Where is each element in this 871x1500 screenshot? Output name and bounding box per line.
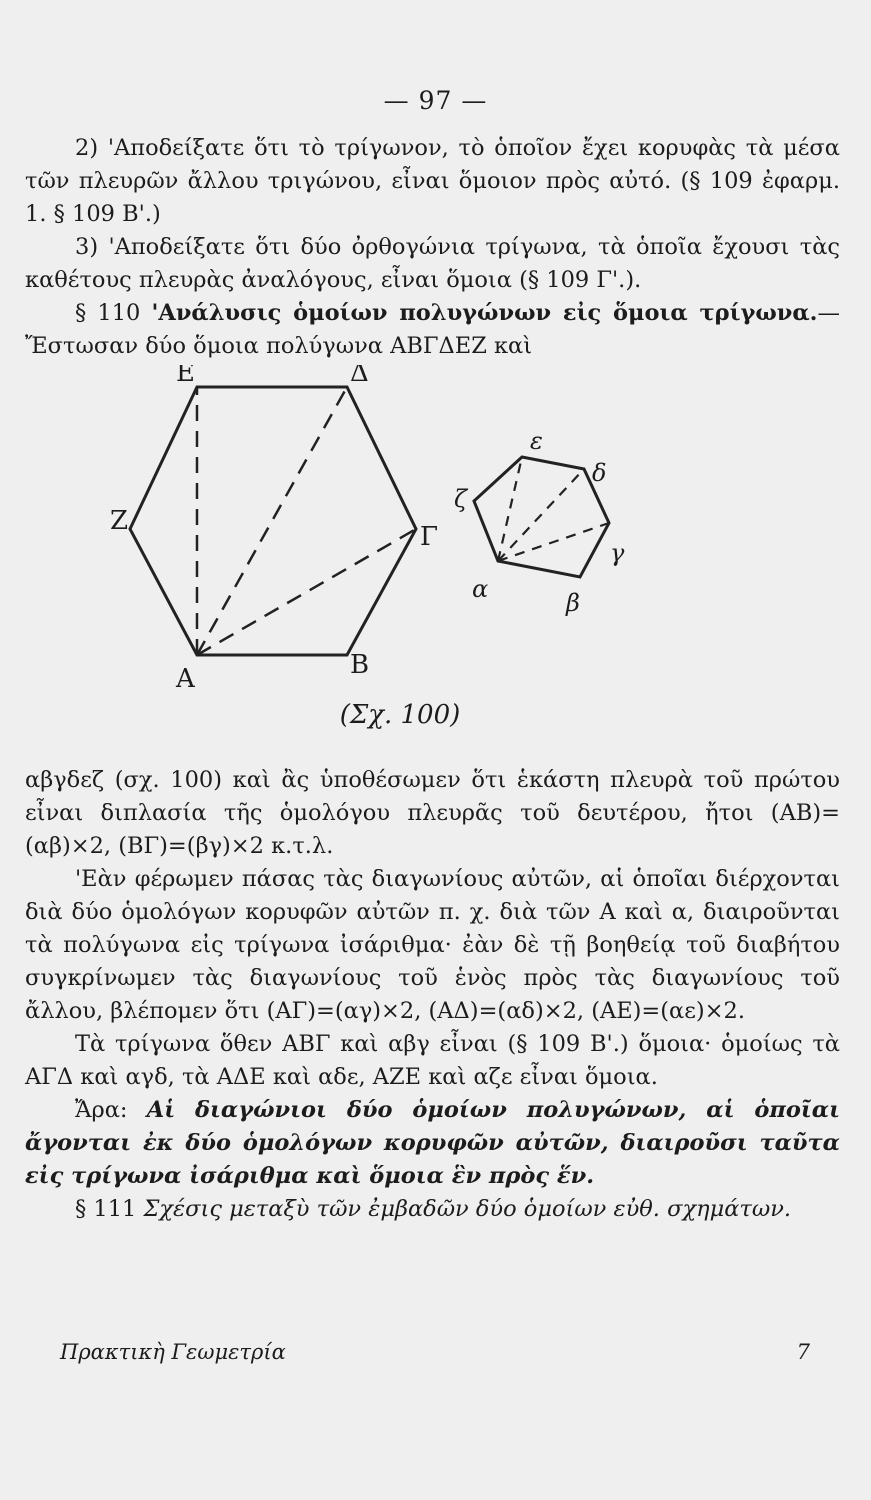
paragraph-diagonals: 'Εὰν φέρωμεν πάσας τὰς διαγωνίους αὐτῶν, αἱ ὁποῖαι διέρχονται διὰ δύο ὁμολόγων κορυφῶν αὐτῶν π. χ. διὰ τῶν Α καὶ α, διαιροῦνται τὰ πολύγωνα εἰς τρίγωνα ἰσάριθμα· ἐὰν δὲ τῇ βοηθείᾳ τοῦ διαβήτου συγκρίνωμεν τὰς διαγωνίους τοῦ ἑνὸς πρὸς τὰς διαγωνίους τοῦ ἄλλου, βλέπομεν ὅτι (ΑΓ)=(αγ)×2, (ΑΔ)=(αδ)×2, (ΑΕ)=(αε)×2. bbox=[25, 866, 840, 1024]
figure-100 bbox=[0, 365, 871, 745]
label-a: α bbox=[472, 575, 489, 603]
footer-book-title: Πρακτικὴ Γεωμετρία bbox=[60, 1340, 286, 1364]
text-block-top bbox=[25, 132, 840, 363]
label-e: ε bbox=[530, 427, 543, 455]
page-number: — 97 — bbox=[383, 86, 488, 115]
paragraph-triangles: Τὰ τρίγωνα ὅθεν ΑΒΓ καὶ αβγ εἶναι (§ 109 Β'.) ὅμοια· ὁμοίως τὰ ΑΓΔ καὶ αγδ, τὰ ΑΔΕ καὶ αδε, ΑΖΕ καὶ αζε εἶναι ὅμοια. bbox=[25, 1031, 840, 1090]
small-hexagon bbox=[474, 457, 609, 577]
label-Z: Ζ bbox=[110, 506, 129, 536]
section-111 bbox=[25, 1193, 840, 1226]
section-110-intro bbox=[25, 297, 840, 363]
label-B: Β bbox=[350, 650, 370, 680]
section-111-title: Σχέσις μεταξὺ τῶν ἐμβαδῶν δύο ὁμοίων εὐθ. σχημάτων. bbox=[143, 1196, 792, 1222]
section-111-number: § 111 bbox=[75, 1196, 137, 1222]
label-D: Δ bbox=[350, 365, 369, 388]
paragraph-similar-sides: αβγδεζ (σχ. 100) καὶ ἂς ὑποθέσωμεν ὅτι ἑκάστη πλευρὰ τοῦ πρώτου εἶναι διπλασία τῆς ὁμολόγου πλευρᾶς τοῦ δευτέρου, ἤτοι (ΑΒ)=(αβ)×2, (ΒΓ)=(βγ)×2 κ.τ.λ. bbox=[25, 767, 840, 859]
section-110-title: 'Ανάλυσις ὁμοίων πολυγώνων εἰς ὅμοια τρίγωνα. bbox=[151, 300, 818, 326]
theorem bbox=[25, 1094, 840, 1193]
label-b: β bbox=[566, 589, 580, 617]
large-hexagon bbox=[130, 387, 416, 655]
label-d: δ bbox=[592, 459, 607, 487]
label-E: Ε bbox=[176, 365, 195, 388]
figure-100-drawing bbox=[0, 365, 871, 745]
exercise-3: 3) 'Αποδείξατε ὅτι δύο ὀρθογώνια τρίγωνα, τὰ ὁποῖα ἔχουσι τὰς καθέτους πλευρὰς ἀναλόγους, εἶναι ὅμοια (§ 109 Γ'.). bbox=[25, 234, 840, 293]
small-diagonal-ae bbox=[498, 457, 522, 561]
label-A: Α bbox=[176, 664, 195, 694]
label-g: γ bbox=[610, 539, 625, 567]
exercise-2: 2) 'Αποδείξατε ὅτι τὸ τρίγωνον, τὸ ὁποῖον ἔχει κορυφὰς τὰ μέσα τῶν πλευρῶν ἄλλου τριγώνου, εἶναι ὅμοιον πρὸς αὐτό. (§ 109 ἐφαρμ. 1. § 109 Β'.) bbox=[25, 135, 840, 227]
label-G: Γ bbox=[420, 522, 439, 552]
theorem-lead: Ἄρα: bbox=[75, 1097, 128, 1123]
section-110-number: § 110 bbox=[75, 300, 141, 326]
page-footer bbox=[60, 1340, 820, 1364]
label-z: ζ bbox=[454, 485, 468, 513]
text-block-bottom bbox=[25, 764, 840, 1226]
section-110-text: —Ἔστωσαν δύο ὅμοια πολύγωνα ΑΒΓΔΕΖ καὶ bbox=[25, 300, 841, 359]
large-diagonal-AD bbox=[197, 387, 347, 655]
theorem-statement: Αἱ διαγώνιοι δύο ὁμοίων πολυγώνων, αἱ ὁποῖαι ἄγονται ἐκ δύο ὁμολόγων κορυφῶν αὐτῶν, διαιροῦσι ταῦτα εἰς τρίγωνα ἰσάριθμα καὶ ὅμοια ἓν πρὸς ἕν. bbox=[25, 1097, 840, 1189]
figure-caption: (Σχ. 100) bbox=[339, 700, 461, 730]
footer-signature: 7 bbox=[796, 1340, 810, 1364]
